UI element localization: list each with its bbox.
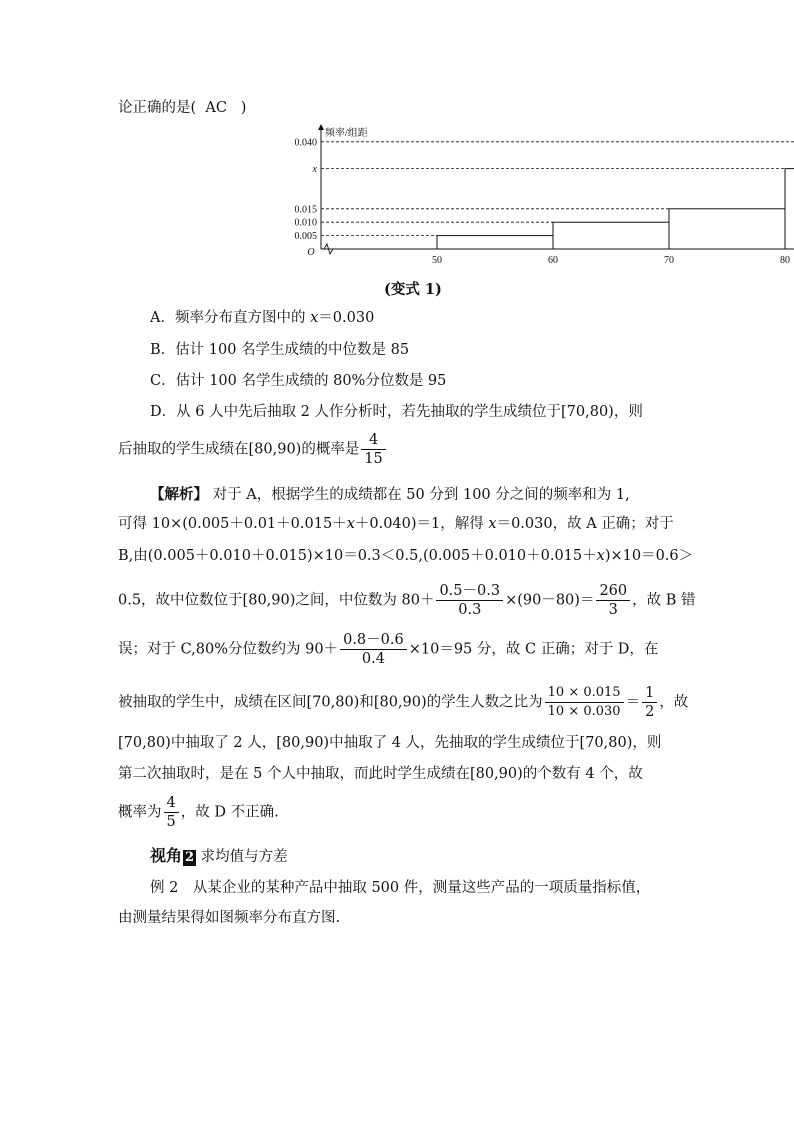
l4-pre: 0.5，故中位数位于[80,90)之间，中位数为 80＋ — [118, 592, 435, 609]
solution-line9 — [118, 794, 279, 831]
y-tick-label: 0.040 — [294, 137, 317, 149]
histogram-bars — [437, 142, 794, 249]
fraction-1-2 — [642, 684, 657, 721]
intro-suffix: ) — [240, 100, 247, 116]
option-b: B．估计 100 名学生成绩的中位数是 85 — [150, 342, 410, 358]
y-axis-arrow — [318, 124, 324, 130]
l5-pre: 误；对于 C,80%分位数约为 90＋ — [118, 641, 339, 658]
y-tick-label: 0.010 — [294, 217, 317, 229]
solution-line6 — [118, 684, 688, 721]
frac-den: 5 — [166, 814, 176, 830]
fraction-4-5 — [164, 794, 179, 831]
section-heading — [150, 846, 288, 867]
solution-line2 — [118, 514, 674, 534]
fraction-ratio — [545, 684, 624, 721]
y-tick-label: 0.015 — [294, 204, 317, 216]
frac-num: 4 — [361, 431, 385, 450]
frac-den: 2 — [645, 704, 655, 720]
histogram-bar — [669, 209, 785, 249]
solution-heading: 【解析】 — [150, 486, 208, 503]
solution-line3 — [118, 546, 693, 566]
l2-var: x — [346, 516, 355, 532]
solution-line7: [70,80)中抽取了 2 人，[80,90)中抽取了 4 人，先抽取的学生成绩位于[70,80)，则 — [118, 735, 662, 751]
l3-pre: B,由(0.005＋0.010＋0.015)×10＝0.3＜0.5,(0.005＋0.010＋0.015＋ — [118, 548, 597, 564]
option-a — [150, 308, 374, 328]
frac-den: 3 — [608, 602, 618, 618]
intro-line — [118, 98, 246, 118]
histogram-bar — [553, 222, 669, 249]
y-tick-label: 0.005 — [294, 231, 317, 243]
intro-prefix: 论正确的是( — [118, 100, 197, 116]
y-axis-label: 频率/组距 — [325, 128, 368, 139]
frac-den: 10 × 0.030 — [547, 704, 621, 719]
y-tick-label: x — [312, 164, 317, 176]
example-line1: 例 2 从某企业的某种产品中抽取 500 件，测量这些产品的一项质量指标值， — [150, 880, 651, 896]
section-label: 视角 — [150, 846, 183, 865]
option-d-line1: D．从 6 人中先后抽取 2 人作分析时，若先抽取的学生成绩位于[70,80)，则 — [150, 404, 643, 420]
x-tick-label: 80 — [780, 255, 790, 266]
option-c: C．估计 100 名学生成绩的 80%分位数是 95 — [150, 373, 447, 389]
section-title: 求均值与方差 — [200, 849, 288, 865]
frac-den: 0.4 — [361, 651, 385, 667]
l2-pre: 可得 10×(0.005＋0.01＋0.015＋ — [118, 516, 347, 532]
section-number-badge: 2 — [185, 850, 195, 865]
chart-caption: (变式 1) — [384, 281, 442, 298]
l6-pre: 被抽取的学生中，成绩在区间[70,80)和[80,90)的学生人数之比为 — [118, 694, 543, 711]
x-tick-label: 60 — [548, 255, 558, 266]
dashed-guides — [321, 142, 794, 236]
frac-num: 0.5－0.3 — [436, 582, 503, 601]
frac-den: 15 — [364, 451, 383, 467]
l6-post: ，故 — [659, 694, 689, 711]
l3-post: )×10＝0.6＞ — [604, 548, 694, 564]
example-line2: 由测量结果得如图频率分布直方图. — [118, 910, 341, 926]
option-d-line2 — [118, 431, 388, 468]
l3-var: x — [596, 548, 605, 564]
solution-line4 — [118, 582, 696, 619]
chart-axes — [318, 124, 794, 254]
frac-num: 4 — [164, 794, 179, 813]
histogram-chart — [280, 120, 790, 270]
fraction-median — [436, 582, 503, 619]
solution-line5 — [118, 631, 658, 668]
fraction-260-3 — [596, 582, 630, 619]
histogram-bar — [437, 236, 553, 249]
fraction-percentile — [340, 631, 407, 668]
option-a-post: ＝0.030 — [318, 310, 375, 326]
frac-num: 10 × 0.015 — [545, 684, 624, 703]
solution-l1: 对于 A，根据学生的成绩都在 50 分到 100 分之间的频率和为 1, — [212, 487, 630, 503]
origin-label: O — [307, 247, 315, 258]
option-a-var: x — [310, 310, 319, 326]
l2-post: ＝0.030，故 A 正确；对于 — [496, 516, 674, 532]
histogram-bar — [785, 169, 794, 249]
l9-post: ，故 D 不正确. — [180, 804, 279, 821]
l9-pre: 概率为 — [118, 804, 162, 821]
l4-mid: ×(90－80)＝ — [505, 592, 595, 609]
solution-line1 — [150, 485, 630, 505]
option-a-pre: A．频率分布直方图中的 — [150, 310, 311, 326]
chart-labels — [295, 126, 794, 266]
frac-num: 0.8－0.6 — [340, 631, 407, 650]
frac-num: 260 — [596, 582, 630, 601]
x-tick-label: 50 — [432, 255, 442, 266]
l5-post: ×10＝95 分，故 C 正确；对于 D，在 — [408, 641, 659, 658]
l2-mid: ＋0.040)＝1，解得 — [354, 516, 489, 532]
l4-post: ，故 B 错 — [632, 592, 696, 609]
frac-den: 0.3 — [458, 602, 482, 618]
solution-line8: 第二次抽取时，是在 5 个人中抽取，而此时学生成绩在[80,90)的个数有 4 个，故 — [118, 766, 643, 782]
l2-var2: x — [488, 516, 497, 532]
option-d-pre: 后抽取的学生成绩在[80,90)的概率是 — [118, 441, 360, 458]
answer-text: AC — [205, 100, 227, 116]
frac-num: 1 — [642, 684, 657, 703]
fraction-4-15 — [361, 431, 385, 468]
l6-mid: ＝ — [625, 694, 641, 711]
x-tick-label: 70 — [664, 255, 674, 266]
